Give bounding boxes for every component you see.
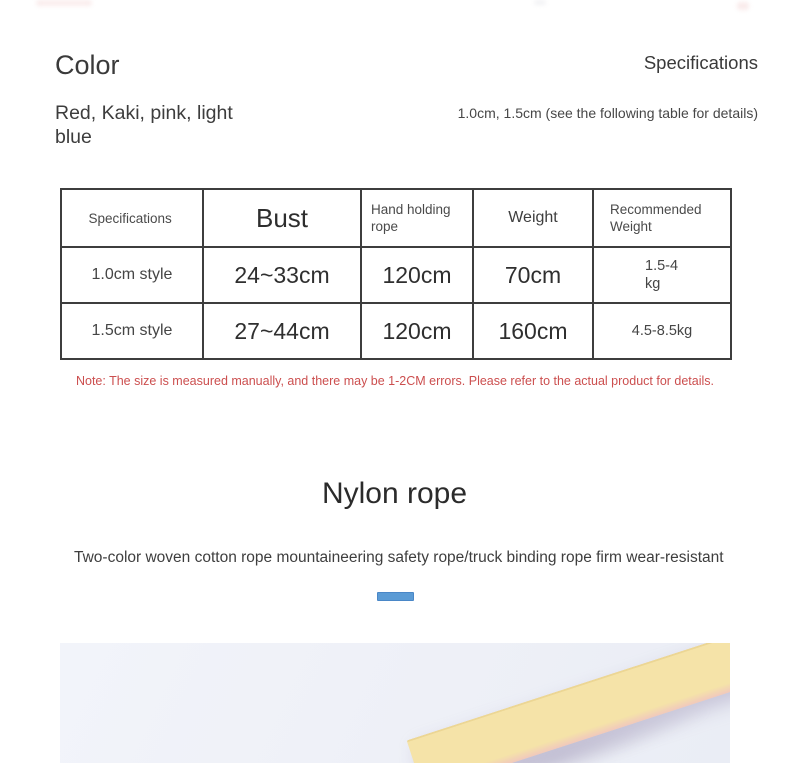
- cell-weight-2: 160cm: [473, 303, 593, 359]
- cell-style-1: 1.0cm style: [61, 247, 203, 303]
- header-cell-recommended-weight: [593, 189, 731, 247]
- header-cell-hand-holding-rope: [361, 189, 473, 247]
- cell-rope-2: 120cm: [361, 303, 473, 359]
- cell-recommended-2: 4.5-8.5kg: [593, 303, 731, 359]
- size-note: Note: The size is measured manually, and there may be 1-2CM errors. Please refer to the actual product for details.: [75, 374, 715, 388]
- blue-divider: [377, 592, 414, 601]
- color-section-title: Color: [55, 50, 120, 80]
- product-title: Nylon rope: [321, 477, 468, 510]
- product-subtitle: Two-color woven cotton rope mountaineering safety rope/truck binding rope firm wear-resistant: [74, 549, 724, 566]
- header-label-specifications: Specifications: [88, 210, 172, 226]
- cell-weight-1: 70cm: [473, 247, 593, 303]
- cell-style-2: 1.5cm style: [61, 303, 203, 359]
- top-edge-artifact-left: [36, 0, 92, 6]
- product-photo: [60, 643, 730, 763]
- cell-rope-1: 120cm: [361, 247, 473, 303]
- cell-bust-2: 27~44cm: [203, 303, 361, 359]
- cell-recommended-1: [593, 247, 731, 303]
- spec-table: [60, 188, 732, 360]
- table-row: [61, 303, 731, 359]
- header-label-hand-holding-rope: Hand holding rope: [371, 202, 451, 234]
- top-edge-artifact-right: [737, 2, 749, 10]
- color-section-value: Red, Kaki, pink, light blue: [55, 102, 233, 148]
- table-header-row: [61, 189, 731, 247]
- top-edge-artifact-middle: [534, 0, 546, 5]
- spec-section-title: Specifications: [643, 52, 758, 73]
- spec-section-value: 1.0cm, 1.5cm (see the following table for details): [457, 105, 758, 121]
- cell-recommended-1-label: 1.5-4kg: [645, 258, 679, 292]
- table-row: [61, 247, 731, 303]
- header-cell-weight: Weight: [473, 189, 593, 247]
- header-cell-specifications: [61, 189, 203, 247]
- cell-bust-1: 24~33cm: [203, 247, 361, 303]
- header-label-recommended-weight: Recommended Weight: [610, 202, 702, 234]
- header-cell-bust: Bust: [203, 189, 361, 247]
